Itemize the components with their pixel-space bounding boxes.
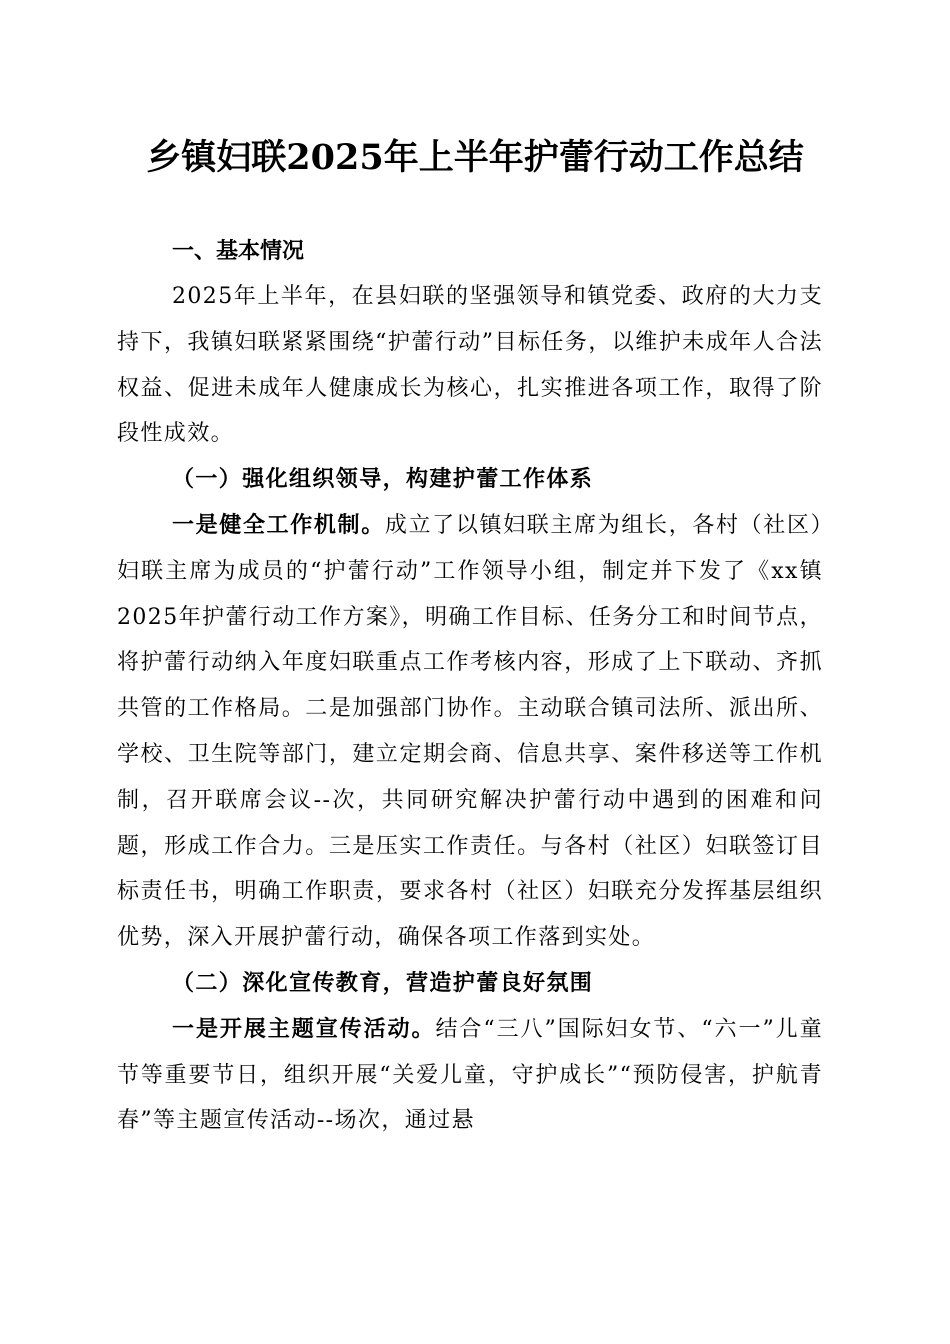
section-heading-basic-situation: 一、基本情况 (172, 239, 305, 264)
document-body (117, 232, 823, 1144)
paragraph-lead-publicity: 一是开展主题宣传活动。 (172, 1015, 436, 1042)
paragraph-basic-situation: 2025年上半年，在县妇联的坚强领导和镇党委、政府的大力支持下，我镇妇联紧紧围绕“护蕾行动”目标任务，以维护未成年人合法权益、促进未成年人健康成长为核心，扎实推进各项工作，取得了阶段性成效。 (117, 284, 823, 447)
document-title: 乡镇妇联2025年上半年护蕾行动工作总结 (146, 137, 804, 178)
subsection-heading-organization: （一）强化组织领导，构建护蕾工作体系 (172, 466, 594, 493)
paragraph-text-organization: 成立了以镇妇联主席为组长，各村（社区）妇联主席为成员的“护蕾行动”工作领导小组，制定并下发了《xx镇2025年护蕾行动工作方案》，明确工作目标、任务分工和时间节点，将护蕾行动纳入年度妇联重点工作考核内容，形成了上下联动、齐抓共管的工作格局。二是加强部门协作。主动联合镇司法所、派出所、学校、卫生院等部门，建立定期会商、信息共享、案件移送等工作机制，召开联席会议--次，共同研究解决护蕾行动中遇到的困难和问题，形成工作合力。三是压实工作责任。与各村（社区）妇联签订目标责任书，明确工作职责，要求各村（社区）妇联充分发挥基层组织优势，深入开展护蕾行动，确保各项工作落到实处。 (117, 512, 823, 951)
paragraph-organization (117, 503, 823, 961)
paragraph-publicity (117, 1007, 823, 1144)
subsection-heading-publicity: （二）深化宣传教育，营造护蕾良好氛围 (172, 969, 594, 996)
paragraph-lead-organization: 一是健全工作机制。 (172, 511, 385, 538)
paragraph-text-publicity: 结合“三八”国际妇女节、“六一”儿童节等重要节日，组织开展“关爱儿童，守护成长”“预防侵害，护航青春”等主题宣传活动--场次，通过悬 (117, 1016, 823, 1134)
